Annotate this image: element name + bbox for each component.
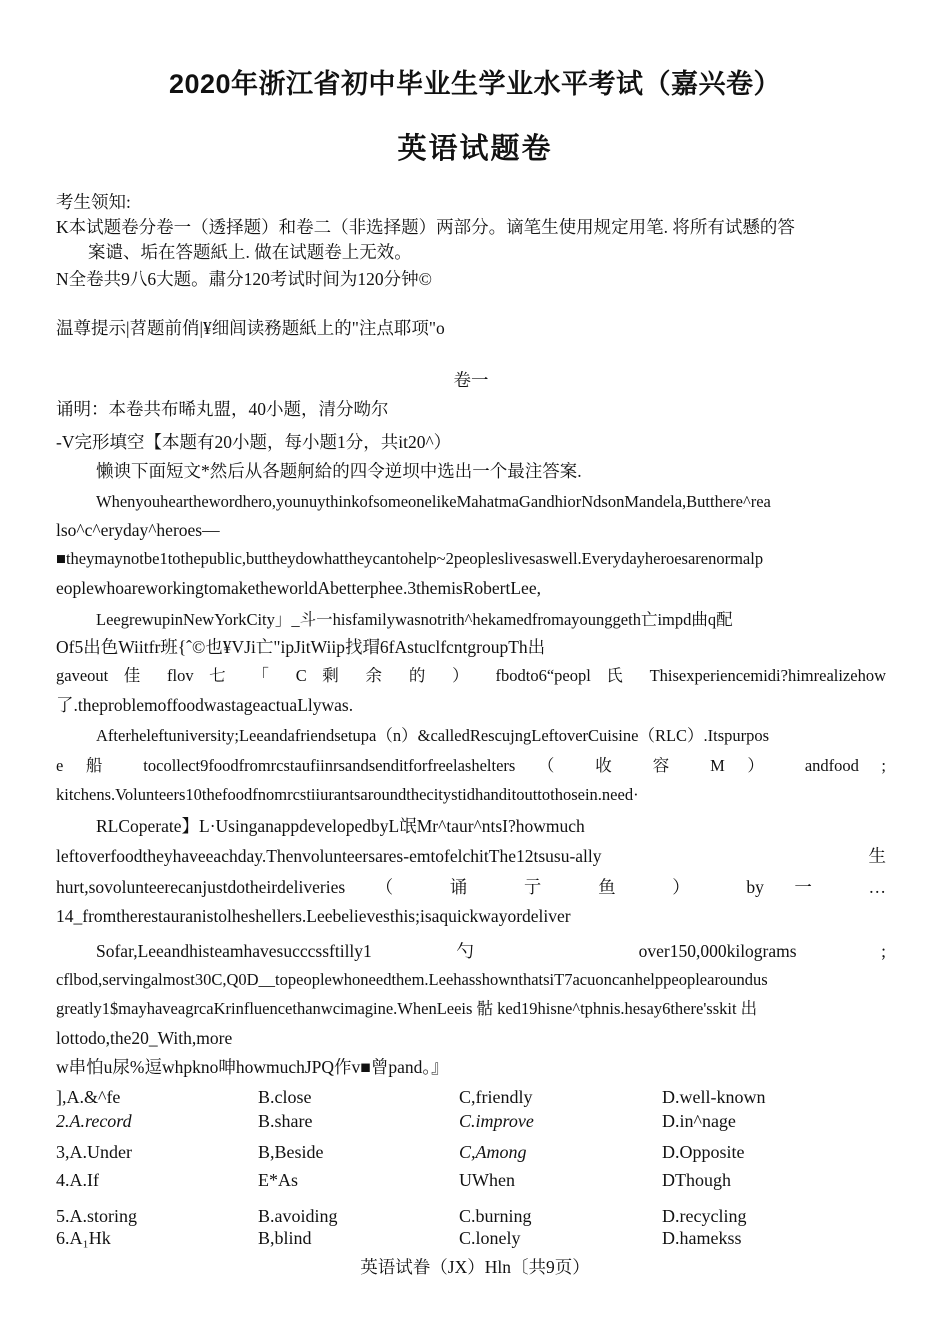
part-note: 诵明：本卷共布晞丸盟，40小题，清分呦尔 <box>56 399 389 419</box>
option-6b: B,blind <box>258 1228 312 1248</box>
passage-line: greatly1$mayhaveagrcaKrinfluencethanwcimagine.WhenLeeis 骷 ked19hisne^tphnis.hesay6there'sskit 出 <box>56 999 758 1018</box>
notice-line: 案谴、垢在答题紙上. 做在试题卷上无效。 <box>88 242 412 262</box>
passage-line: Afterheleftuniversity;Leeandafriendsetupa（n）&calledRescujngLeftoverCuisine（RLC）.Itspurpos <box>96 726 770 745</box>
passage-line: cflbod,servingalmost30C,Q0D__topeoplewhoneedthem.LeehasshownthatsiT7acuoncanhelppeoplearoundus <box>56 970 768 989</box>
option-2d: D.in^nage <box>662 1111 736 1131</box>
exam-subtitle: 英语试题卷 <box>397 133 553 165</box>
passage-line: leftoverfoodtheyhaveeachday.Thenvolunteersares-emtofelchitThe12tsusu-ally 生 <box>56 846 886 866</box>
option-5c: C.burning <box>459 1206 532 1226</box>
passage-line: kitchens.Volunteers10thefoodfnomrcstiiurantsaroundthecitystidhanditouttothosein.need· <box>56 785 639 804</box>
passage-line: 了.theproblemoffoodwastageactuaLlywas. <box>56 695 354 715</box>
option-2b: B.share <box>258 1111 313 1131</box>
passage-line: Whenyouhearthewordhero,younuythinkofsomeonelikeMahatmaGandhiorNdsonMandela,Butthere^rea <box>96 492 771 511</box>
passage-line: hurt,sovolunteerecanjustdotheirdeliveries （ 诵 亍 鱼 ） by 一 … <box>56 877 886 897</box>
option-2a: 2.A.record <box>56 1111 132 1131</box>
passage-line: gaveout 佳 flov 七 「 C 剩 余 的 ） fbodto6“peopl 氏 Thisexperiencemidi?himrealizehow <box>56 666 886 685</box>
option-1d: D.well-known <box>662 1087 766 1107</box>
passage-line: Of5出色Wiitfr班{ˆ©也¥VJi亡"ipJitWiip找瑁6fAstuclfcntgroupTh出 <box>56 637 546 657</box>
passage-line: lottodo,the20_With,more <box>56 1028 233 1048</box>
option-3a: 3,A.Under <box>56 1142 132 1162</box>
part-title: 卷一 <box>453 370 489 390</box>
reminder: 温尊提示|苕题前俏|¥细闾读務题紙上的"注点耶项"o <box>56 318 445 338</box>
page-footer: 英语试眷（JX）Hln〔共9页） <box>360 1257 590 1277</box>
notice-line: K本试题卷分卷一（透择题）和卷二（非选择题）两部分。谪笔生使用规定用笔. 将所有试懸的答 <box>56 217 795 237</box>
passage-line: w串怕u尿%逗whpkno呻howmuchJPQ作v■曾pand。』 <box>56 1057 449 1077</box>
passage-line: ■theymaynotbe1tothepublic,buttheydowhattheycantohelp~2peopleslivesaswell.Everydayheroesarenormalp <box>56 549 764 568</box>
exam-title: 2020年浙江省初中毕业生学业水平考试（嘉兴卷） <box>168 69 782 99</box>
option-2c: C.improve <box>459 1111 534 1131</box>
option-3b: B,Beside <box>258 1142 324 1162</box>
instruction: 懒谀下面短文*然后从各题舸給的四令逆坝中选出一个最注答案. <box>96 461 582 481</box>
option-6c: C.lonely <box>459 1228 521 1248</box>
passage-line: LeegrewupinNewYorkCity」_斗一hisfamilywasnotrith^hekamedfromayounggeth亡impd曲q配 <box>96 610 733 629</box>
passage-line: e 船 tocollect9foodfromrcstaufiinrsandsenditforfreelashelters （ 收 容 M ） andfood ; <box>56 756 886 775</box>
option-3d: D.Opposite <box>662 1142 745 1162</box>
passage-line: eoplewhoareworkingtomaketheworldAbetterphee.3themisRobertLee, <box>56 578 541 598</box>
option-4c: UWhen <box>459 1170 515 1190</box>
option-1c: C,friendly <box>459 1087 533 1107</box>
passage-line: 14_fromtherestauranistolheshellers.Leebelievesthis;isaquickwayordeliver <box>56 906 571 926</box>
option-5a: 5.A.storing <box>56 1206 137 1226</box>
passage-line: RLCoperate】L·UsinganappdevelopedbyL氓Mr^taur^ntsI?howmuch <box>96 816 585 836</box>
option-1a: ],A.&^fe <box>56 1087 121 1107</box>
notice-heading: 考生领知: <box>56 192 131 212</box>
section-title: -V完形填空【本题有20小题，每小题1分，共it20^） <box>56 432 452 452</box>
option-4a: 4.A.If <box>56 1170 99 1190</box>
passage-line: lso^c^eryday^heroes— <box>56 520 220 540</box>
option-5b: B.avoiding <box>258 1206 338 1226</box>
option-4d: DThough <box>662 1170 731 1190</box>
notice-line: N全卷共9八6大题。肅分120考试时间为120分钟© <box>56 269 432 289</box>
option-3c: C,Among <box>459 1142 527 1162</box>
passage-line: Sofar,Leeandhisteamhavesucccssftilly1 勺 over150,000kilograms ; <box>96 941 886 961</box>
option-6d: D.hamekss <box>662 1228 742 1248</box>
option-5d: D.recycling <box>662 1206 747 1226</box>
option-4b: E*As <box>258 1170 298 1190</box>
option-6a: 6.A₁Hk <box>56 1228 111 1248</box>
option-1b: B.close <box>258 1087 312 1107</box>
